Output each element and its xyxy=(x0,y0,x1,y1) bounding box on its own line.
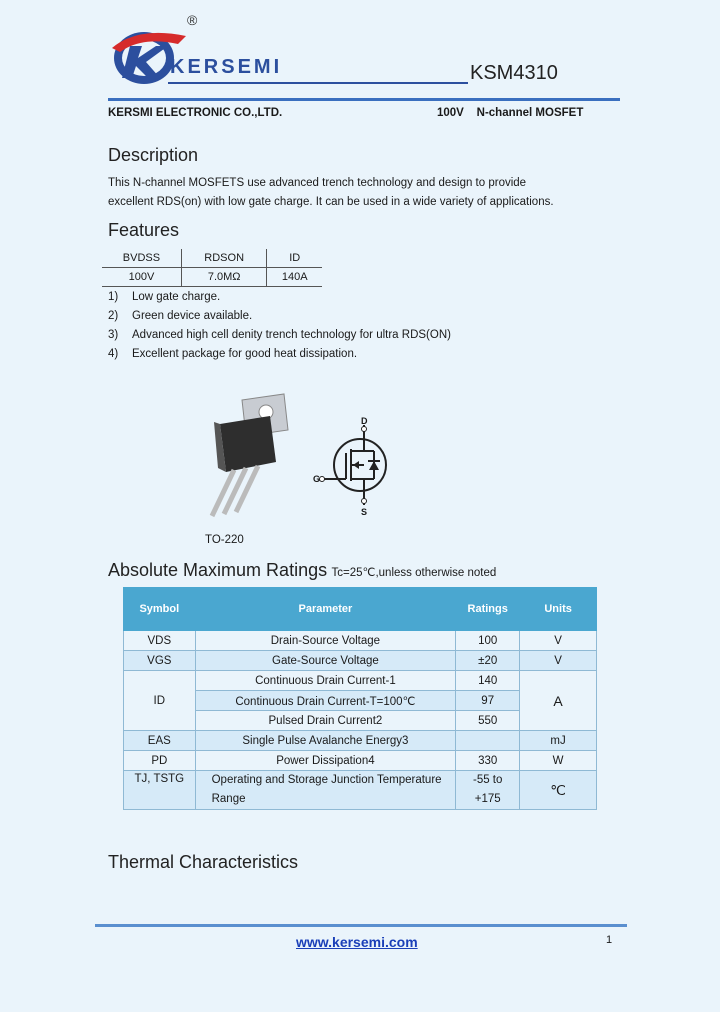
registered-mark: ® xyxy=(187,12,198,28)
pin-g-label: G xyxy=(313,474,321,484)
description-line: excellent RDS(on) with low gate charge. It can be used in a wide variety of applications. xyxy=(108,196,554,208)
brand-name: KERSEMI xyxy=(170,56,283,78)
cell-rating: 550 xyxy=(456,711,520,731)
ratings-heading xyxy=(108,560,496,581)
cell-rating: 97 xyxy=(456,691,520,711)
features-header: RDSON xyxy=(181,249,267,268)
cell-unit: A xyxy=(520,671,597,731)
pin-d-label: D xyxy=(361,416,368,426)
header-divider xyxy=(108,98,620,101)
table-row xyxy=(124,731,597,751)
cell-unit: V xyxy=(520,651,597,671)
features-value: 100V xyxy=(102,268,181,287)
logo xyxy=(108,18,188,90)
website-link[interactable]: www.kersemi.com xyxy=(296,934,418,950)
features-header: ID xyxy=(267,249,322,268)
cell-rating: 140 xyxy=(456,671,520,691)
brand-underline xyxy=(168,82,468,84)
list-item: 1) Low gate charge. xyxy=(108,291,221,303)
features-heading: Features xyxy=(108,220,180,240)
n-channel-mosfet-icon xyxy=(308,415,398,515)
features-value: 140A xyxy=(267,268,322,287)
thermal-heading: Thermal Characteristics xyxy=(108,852,299,872)
table-row xyxy=(124,631,597,651)
ratings-header: Parameter xyxy=(195,588,456,631)
cell-unit: ℃ xyxy=(520,771,597,810)
cell-param: Pulsed Drain Current2 xyxy=(195,711,456,731)
cell-param: Gate-Source Voltage xyxy=(195,651,456,671)
page-number: 1 xyxy=(606,934,613,946)
description-line: This N-channel MOSFETS use advanced trench technology and design to provide xyxy=(108,177,527,189)
features-list xyxy=(108,288,451,364)
device-type: 100V N-channel MOSFET xyxy=(437,107,584,119)
table-row xyxy=(124,671,597,691)
cell-symbol: EAS xyxy=(124,731,196,751)
to220-package-icon xyxy=(200,392,300,522)
cell-param: Continuous Drain Current-T=100℃ xyxy=(195,691,456,711)
cell-param xyxy=(195,771,456,810)
cell-param: Drain-Source Voltage xyxy=(195,631,456,651)
description-heading: Description xyxy=(108,145,199,165)
cell-unit: mJ xyxy=(520,731,597,751)
part-number: KSM4310 xyxy=(470,62,558,84)
cell-param: Continuous Drain Current-1 xyxy=(195,671,456,691)
cell-symbol: VDS xyxy=(124,631,196,651)
cell-unit: V xyxy=(520,631,597,651)
mosfet-symbol xyxy=(308,415,398,515)
pin-s-label: S xyxy=(361,507,368,517)
param-line: Range xyxy=(211,793,246,805)
cell-rating: ±20 xyxy=(456,651,520,671)
cell-param: Single Pulse Avalanche Energy3 xyxy=(195,731,456,751)
package-label: TO-220 xyxy=(205,534,244,546)
description-text xyxy=(108,174,554,212)
cell-rating xyxy=(456,731,520,751)
rating-line: -55 to xyxy=(472,774,503,786)
cell-unit: W xyxy=(520,751,597,771)
ratings-header: Ratings xyxy=(456,588,520,631)
company-name: KERSMI ELECTRONIC CO.,LTD. xyxy=(108,107,283,119)
ratings-subtitle: Tc=25℃,unless otherwise noted xyxy=(331,567,497,579)
to220-package-image xyxy=(200,392,300,522)
table-row xyxy=(124,651,597,671)
table-row xyxy=(124,771,597,810)
cell-symbol: PD xyxy=(124,751,196,771)
list-item: 4) Excellent package for good heat dissipation. xyxy=(108,348,358,360)
cell-symbol: VGS xyxy=(124,651,196,671)
rating-line: +175 xyxy=(474,793,501,805)
kersemi-logo-icon xyxy=(108,18,188,90)
ratings-table xyxy=(123,587,597,810)
cell-symbol: ID xyxy=(124,671,196,731)
cell-param: Power Dissipation4 xyxy=(195,751,456,771)
features-table xyxy=(102,249,322,287)
ratings-header: Units xyxy=(520,588,597,631)
features-value: 7.0MΩ xyxy=(181,268,267,287)
ratings-title: Absolute Maximum Ratings xyxy=(108,560,328,580)
ratings-header: Symbol xyxy=(124,588,196,631)
cell-rating: 330 xyxy=(456,751,520,771)
footer-divider xyxy=(95,924,627,927)
list-item: 2) Green device available. xyxy=(108,310,253,322)
cell-symbol: TJ, TSTG xyxy=(124,771,196,810)
cell-rating xyxy=(456,771,520,810)
table-row xyxy=(124,751,597,771)
cell-rating: 100 xyxy=(456,631,520,651)
features-header: BVDSS xyxy=(102,249,181,268)
param-line: Operating and Storage Junction Temperature xyxy=(211,774,442,786)
list-item: 3) Advanced high cell denity trench technology for ultra RDS(ON) xyxy=(108,329,451,341)
